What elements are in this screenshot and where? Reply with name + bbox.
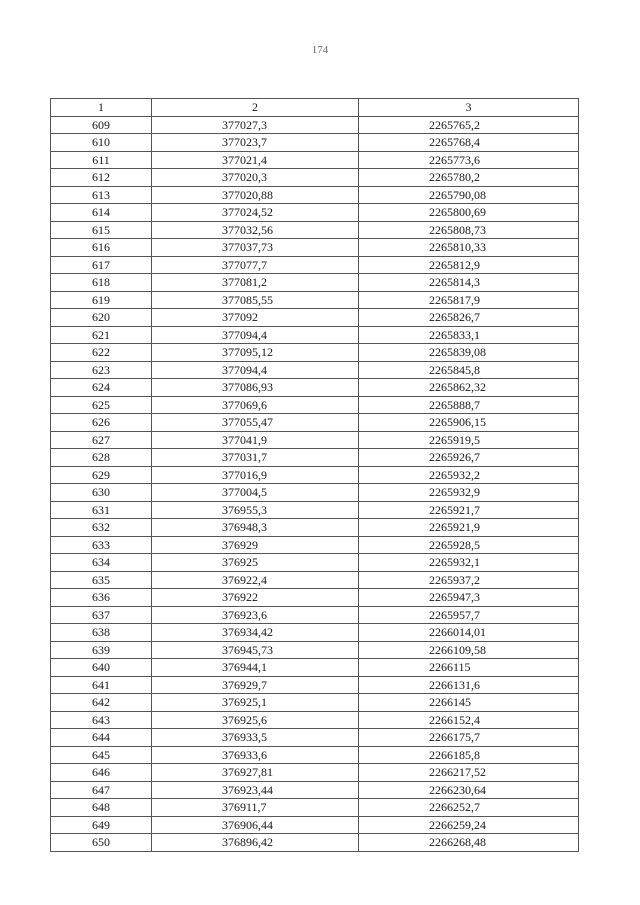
y-coordinate-cell: 2266145 <box>359 694 579 712</box>
y-coordinate-cell: 2266152,4 <box>359 711 579 729</box>
table-row <box>51 116 579 134</box>
table-row <box>51 221 579 239</box>
y-coordinate-cell: 2265808,73 <box>359 221 579 239</box>
x-coordinate-cell: 377023,7 <box>152 134 359 152</box>
y-coordinate-cell: 2265921,7 <box>359 501 579 519</box>
table-row <box>51 799 579 817</box>
x-coordinate-cell: 376911,7 <box>152 799 359 817</box>
x-coordinate-cell: 376933,6 <box>152 746 359 764</box>
y-coordinate-cell: 2265932,9 <box>359 484 579 502</box>
point-number-cell: 622 <box>51 344 152 362</box>
x-coordinate-cell: 377027,3 <box>152 116 359 134</box>
table-row <box>51 659 579 677</box>
y-coordinate-cell: 2265810,33 <box>359 239 579 257</box>
x-coordinate-cell: 376929 <box>152 536 359 554</box>
table-row <box>51 816 579 834</box>
x-coordinate-cell: 376922,4 <box>152 571 359 589</box>
y-coordinate-cell: 2265926,7 <box>359 449 579 467</box>
y-coordinate-cell: 2265947,3 <box>359 589 579 607</box>
page-number: 174 <box>311 44 329 56</box>
y-coordinate-cell: 2265932,2 <box>359 466 579 484</box>
y-coordinate-cell: 2265932,1 <box>359 554 579 572</box>
x-coordinate-cell: 376896,42 <box>152 834 359 852</box>
x-coordinate-cell: 376948,3 <box>152 519 359 537</box>
table-header-row <box>51 99 579 117</box>
table-row <box>51 449 579 467</box>
x-coordinate-cell: 377041,9 <box>152 431 359 449</box>
point-number-cell: 638 <box>51 624 152 642</box>
y-coordinate-cell: 2266014,01 <box>359 624 579 642</box>
x-coordinate-cell: 376933,5 <box>152 729 359 747</box>
table-row <box>51 326 579 344</box>
x-coordinate-cell: 377081,2 <box>152 274 359 292</box>
x-coordinate-cell: 377077,7 <box>152 256 359 274</box>
point-number-cell: 613 <box>51 186 152 204</box>
y-coordinate-cell: 2265839,08 <box>359 344 579 362</box>
point-number-cell: 618 <box>51 274 152 292</box>
x-coordinate-cell: 377020,3 <box>152 169 359 187</box>
point-number-cell: 642 <box>51 694 152 712</box>
y-coordinate-cell: 2265765,2 <box>359 116 579 134</box>
point-number-cell: 630 <box>51 484 152 502</box>
x-coordinate-cell: 376929,7 <box>152 676 359 694</box>
table-row <box>51 729 579 747</box>
y-coordinate-cell: 2265780,2 <box>359 169 579 187</box>
table-row <box>51 746 579 764</box>
table-row <box>51 781 579 799</box>
x-coordinate-cell: 376925,1 <box>152 694 359 712</box>
x-coordinate-cell: 377021,4 <box>152 151 359 169</box>
point-number-cell: 648 <box>51 799 152 817</box>
x-coordinate-cell: 376955,3 <box>152 501 359 519</box>
x-coordinate-cell: 377032,56 <box>152 221 359 239</box>
x-coordinate-cell: 376922 <box>152 589 359 607</box>
x-coordinate-cell: 376934,42 <box>152 624 359 642</box>
y-coordinate-cell: 2266217,52 <box>359 764 579 782</box>
y-coordinate-cell: 2265888,7 <box>359 396 579 414</box>
y-coordinate-cell: 2265862,32 <box>359 379 579 397</box>
y-coordinate-cell: 2265906,15 <box>359 414 579 432</box>
table-row <box>51 711 579 729</box>
point-number-cell: 635 <box>51 571 152 589</box>
y-coordinate-cell: 2265814,3 <box>359 274 579 292</box>
point-number-cell: 621 <box>51 326 152 344</box>
point-number-cell: 650 <box>51 834 152 852</box>
point-number-cell: 633 <box>51 536 152 554</box>
point-number-cell: 610 <box>51 134 152 152</box>
point-number-cell: 640 <box>51 659 152 677</box>
table-row <box>51 151 579 169</box>
y-coordinate-cell: 2266259,24 <box>359 816 579 834</box>
point-number-cell: 617 <box>51 256 152 274</box>
x-coordinate-cell: 376945,73 <box>152 641 359 659</box>
table-row <box>51 624 579 642</box>
x-coordinate-cell: 377037,73 <box>152 239 359 257</box>
y-coordinate-cell: 2266115 <box>359 659 579 677</box>
table-row <box>51 291 579 309</box>
point-number-cell: 649 <box>51 816 152 834</box>
point-number-cell: 619 <box>51 291 152 309</box>
x-coordinate-cell: 377020,88 <box>152 186 359 204</box>
table-row <box>51 466 579 484</box>
y-coordinate-cell: 2266252,7 <box>359 799 579 817</box>
x-coordinate-cell: 377094,4 <box>152 361 359 379</box>
x-coordinate-cell: 377004,5 <box>152 484 359 502</box>
table-row <box>51 239 579 257</box>
table-row <box>51 606 579 624</box>
x-coordinate-cell: 377016,9 <box>152 466 359 484</box>
point-number-cell: 632 <box>51 519 152 537</box>
coordinates-table <box>50 98 579 852</box>
point-number-cell: 624 <box>51 379 152 397</box>
table-row <box>51 641 579 659</box>
point-number-cell: 609 <box>51 116 152 134</box>
table-row <box>51 694 579 712</box>
x-coordinate-cell: 376927,81 <box>152 764 359 782</box>
point-number-cell: 634 <box>51 554 152 572</box>
x-coordinate-cell: 377031,7 <box>152 449 359 467</box>
table-row <box>51 186 579 204</box>
column-header-3: 3 <box>359 99 579 117</box>
table-row <box>51 414 579 432</box>
table-row <box>51 134 579 152</box>
y-coordinate-cell: 2265790,08 <box>359 186 579 204</box>
point-number-cell: 628 <box>51 449 152 467</box>
point-number-cell: 614 <box>51 204 152 222</box>
table-row <box>51 764 579 782</box>
x-coordinate-cell: 377055,47 <box>152 414 359 432</box>
point-number-cell: 645 <box>51 746 152 764</box>
table-row <box>51 309 579 327</box>
point-number-cell: 625 <box>51 396 152 414</box>
y-coordinate-cell: 2266230,64 <box>359 781 579 799</box>
column-header-1: 1 <box>51 99 152 117</box>
x-coordinate-cell: 377095,12 <box>152 344 359 362</box>
y-coordinate-cell: 2266185,8 <box>359 746 579 764</box>
point-number-cell: 641 <box>51 676 152 694</box>
point-number-cell: 611 <box>51 151 152 169</box>
y-coordinate-cell: 2265928,5 <box>359 536 579 554</box>
point-number-cell: 616 <box>51 239 152 257</box>
point-number-cell: 637 <box>51 606 152 624</box>
y-coordinate-cell: 2265768,4 <box>359 134 579 152</box>
point-number-cell: 623 <box>51 361 152 379</box>
table-row <box>51 554 579 572</box>
table-row <box>51 256 579 274</box>
x-coordinate-cell: 377094,4 <box>152 326 359 344</box>
y-coordinate-cell: 2266131,6 <box>359 676 579 694</box>
y-coordinate-cell: 2265800,69 <box>359 204 579 222</box>
x-coordinate-cell: 376944,1 <box>152 659 359 677</box>
table-row <box>51 484 579 502</box>
x-coordinate-cell: 376923,44 <box>152 781 359 799</box>
table-row <box>51 536 579 554</box>
table-row <box>51 501 579 519</box>
column-header-2: 2 <box>152 99 359 117</box>
x-coordinate-cell: 376923,6 <box>152 606 359 624</box>
point-number-cell: 620 <box>51 309 152 327</box>
y-coordinate-cell: 2265921,9 <box>359 519 579 537</box>
y-coordinate-cell: 2265812,9 <box>359 256 579 274</box>
y-coordinate-cell: 2266268,48 <box>359 834 579 852</box>
point-number-cell: 626 <box>51 414 152 432</box>
point-number-cell: 644 <box>51 729 152 747</box>
y-coordinate-cell: 2265845,8 <box>359 361 579 379</box>
point-number-cell: 639 <box>51 641 152 659</box>
table-row <box>51 204 579 222</box>
point-number-cell: 627 <box>51 431 152 449</box>
table-row <box>51 379 579 397</box>
y-coordinate-cell: 2265833,1 <box>359 326 579 344</box>
table-row <box>51 361 579 379</box>
point-number-cell: 631 <box>51 501 152 519</box>
y-coordinate-cell: 2265957,7 <box>359 606 579 624</box>
point-number-cell: 643 <box>51 711 152 729</box>
x-coordinate-cell: 376925 <box>152 554 359 572</box>
table-row <box>51 431 579 449</box>
point-number-cell: 612 <box>51 169 152 187</box>
point-number-cell: 629 <box>51 466 152 484</box>
x-coordinate-cell: 377024,52 <box>152 204 359 222</box>
point-number-cell: 615 <box>51 221 152 239</box>
table-row <box>51 344 579 362</box>
x-coordinate-cell: 376906,44 <box>152 816 359 834</box>
table-row <box>51 589 579 607</box>
y-coordinate-cell: 2265773,6 <box>359 151 579 169</box>
table-row <box>51 834 579 852</box>
x-coordinate-cell: 376925,6 <box>152 711 359 729</box>
x-coordinate-cell: 377092 <box>152 309 359 327</box>
table-row <box>51 571 579 589</box>
x-coordinate-cell: 377086,93 <box>152 379 359 397</box>
table-row <box>51 396 579 414</box>
y-coordinate-cell: 2265937,2 <box>359 571 579 589</box>
table-row <box>51 274 579 292</box>
x-coordinate-cell: 377085,55 <box>152 291 359 309</box>
point-number-cell: 647 <box>51 781 152 799</box>
y-coordinate-cell: 2265817,9 <box>359 291 579 309</box>
x-coordinate-cell: 377069,6 <box>152 396 359 414</box>
table-row <box>51 676 579 694</box>
point-number-cell: 636 <box>51 589 152 607</box>
y-coordinate-cell: 2265826,7 <box>359 309 579 327</box>
y-coordinate-cell: 2266175,7 <box>359 729 579 747</box>
table-body <box>51 116 579 851</box>
point-number-cell: 646 <box>51 764 152 782</box>
table-row <box>51 169 579 187</box>
table-row <box>51 519 579 537</box>
y-coordinate-cell: 2266109,58 <box>359 641 579 659</box>
y-coordinate-cell: 2265919,5 <box>359 431 579 449</box>
